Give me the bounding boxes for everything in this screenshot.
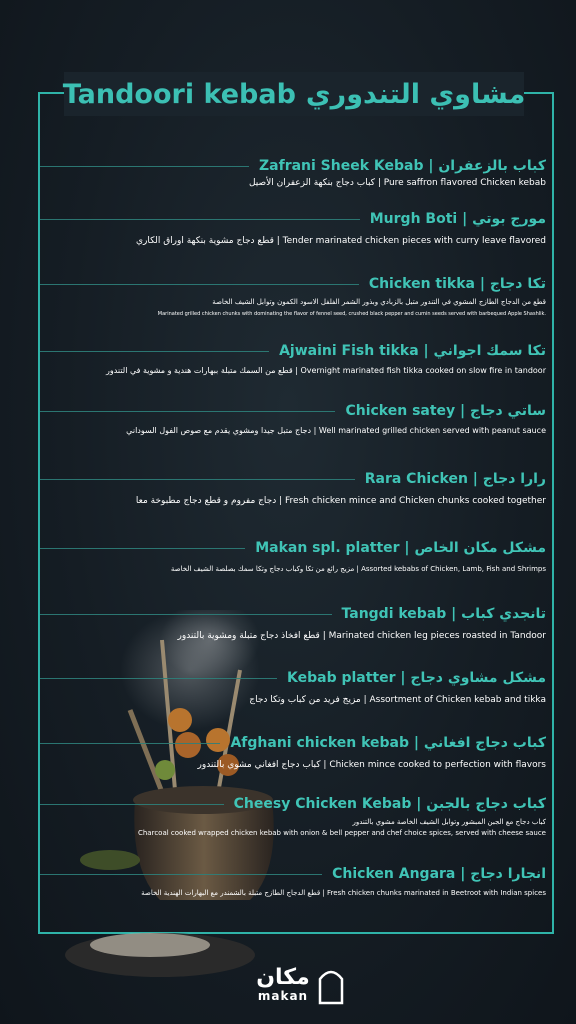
logo-arabic: مكان — [256, 965, 310, 990]
item-name: Cheesy Chicken Kebab | كباب دجاج بالجبن — [233, 796, 546, 812]
item-description: مزيج فريد من كباب وتكا دجاج | Assortment of Chicken kebab and tikka — [249, 695, 546, 705]
item-description-english: Charcoal cooked wrapped chicken kebab with onion & bell pepper and chef choice spices, served with cheese sauce — [137, 829, 546, 837]
item-name: Tangdi kebab | تانجدي كباب — [341, 606, 546, 622]
divider-line — [40, 548, 245, 549]
divider-line — [40, 678, 277, 679]
item-name: Rara Chicken | رارا دجاج — [364, 471, 546, 487]
item-description-english: Marinated grilled chicken chunks with dominating the flavor of fennel seed, crushed black pepper and cumin seeds served with barbequed Apple Shashlik. — [157, 311, 546, 317]
menu-item-cheesy-chicken-kebab — [40, 796, 546, 839]
divider-line — [40, 284, 359, 285]
logo-english: makan — [257, 989, 309, 1003]
menu-item-ajwaini-fish-tikka — [40, 343, 546, 376]
menu-item-murgh-boti — [40, 211, 546, 247]
item-name: Murgh Boti | مورج بوتي — [369, 211, 546, 227]
divider-line — [40, 614, 332, 615]
menu-item-kebab-platter — [40, 670, 546, 706]
item-description: كباب دجاج بنكهة الزعفران الأصيل | Pure saffron flavored Chicken kebab — [248, 178, 546, 188]
divider-line — [40, 804, 224, 805]
item-description: قطع من السمك متبلة ببهارات هندية و مشوية في التندور | Overnight marinated fish tikka cooked on slow fire in tandoor — [106, 366, 546, 375]
menu-item-tangdi-kebab — [40, 606, 546, 642]
item-description: مزيج رائع من تكا وكباب دجاج وتكا سمك بصلصة الشيف الخاصة | Assorted kebabs of Chicken, Lamb, Fish and Shrimps — [170, 565, 546, 573]
divider-line — [40, 743, 220, 744]
divider-line — [40, 166, 249, 167]
item-name: Chicken satey | ساتي دجاج — [345, 403, 546, 419]
item-description-arabic: كباب دجاج مع الجبن المبشور وتوابل الشيف الخاصة مشوي بالتندور — [352, 818, 546, 826]
divider-line — [40, 874, 322, 875]
title-english: Tandoori kebab — [62, 78, 296, 110]
item-description-arabic: قطع من الدجاج الطازج المشوي في التندور متبل بالزبادي وبذور الشمر الفلفل الاسود الكمون وتوابل الشيف الخاصة — [212, 298, 546, 306]
item-name: Afghani chicken kebab | كباب دجاج افغاني — [230, 735, 546, 751]
divider-line — [40, 411, 335, 412]
item-name: Makan spl. platter | مشكل مكان الخاص — [255, 540, 546, 556]
item-name: Ajwaini Fish tikka | تكا سمك اجواني — [279, 343, 546, 359]
menu-item-chicken-satey — [40, 403, 546, 436]
title-arabic: مشاوي التندوري — [305, 78, 526, 110]
arch-icon — [318, 965, 344, 1005]
item-description: دجاج متبل جيدا ومشوي يقدم مع صوص الفول السوداني | Well marinated grilled chicken served with peanut sauce — [126, 426, 546, 435]
item-name: Kebab platter | مشكل مشاوي دجاج — [287, 670, 546, 686]
item-name: Chicken tikka | تكا دجاج — [368, 276, 546, 292]
page-title — [64, 72, 524, 116]
divider-line — [40, 479, 355, 480]
item-description: دجاج مفروم و قطع دجاج مطبوخة معا | Fresh chicken mince and Chicken chunks cooked together — [135, 496, 546, 506]
makan-logo — [240, 960, 360, 1010]
menu-item-afghani-chicken-kebab — [40, 735, 546, 771]
item-description: كباب دجاج افغاني مشوي بالتندور | Chicken mince cooked to perfection with flavors — [197, 760, 546, 770]
item-description: قطع افخاذ دجاج متبلة ومشوية بالتندور | Marinated chicken leg pieces roasted in Tandoor — [177, 631, 546, 641]
item-name: Chicken Angara | انجارا دجاج — [332, 866, 546, 882]
menu-item-chicken-tikka — [40, 276, 546, 319]
item-name: Zafrani Sheek Kebab | كباب بالزعفران — [259, 158, 546, 174]
item-description: قطع الدجاج الطازج متبلة بالشمندر مع البهارات الهندية الخاصة | Fresh chicken chunks marinated in Beetroot with Indian spices — [141, 889, 546, 897]
menu-item-chicken-angara — [40, 866, 546, 899]
menu-item-rara-chicken — [40, 471, 546, 507]
menu-item-makan-spl-platter — [40, 540, 546, 575]
divider-line — [40, 351, 269, 352]
divider-line — [40, 219, 360, 220]
menu-item-zafrani-sheek-kebab — [40, 158, 546, 189]
item-description: قطع دجاج مشوية بنكهة اوراق الكاري | Tender marinated chicken pieces with curry leave flavored — [135, 236, 546, 246]
